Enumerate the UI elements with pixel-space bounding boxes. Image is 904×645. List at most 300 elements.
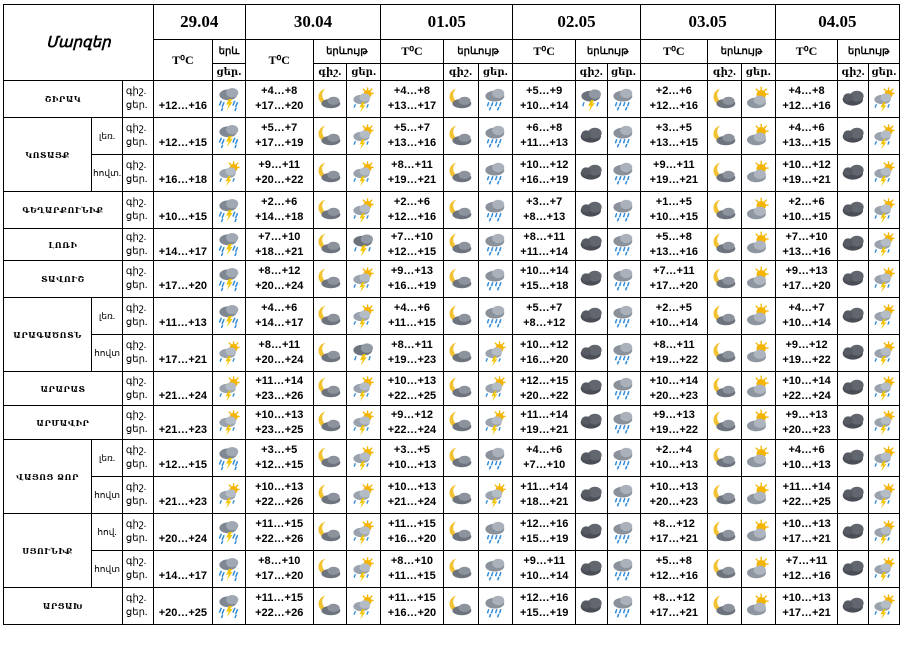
moon-cloud-icon xyxy=(445,409,477,436)
night-temp: +8…+11 xyxy=(391,159,433,171)
dark-cloud-icon xyxy=(577,340,606,367)
night-temp: +7…+11 xyxy=(785,555,828,567)
weather-cell xyxy=(478,372,513,406)
moon-cloud-icon xyxy=(315,231,346,258)
day-temp: +8…+13 xyxy=(523,211,566,223)
dark-cloud-icon xyxy=(839,160,867,187)
moon-cloud-icon xyxy=(445,482,477,509)
day-subheader: ցեր. xyxy=(607,64,640,81)
weather-cell xyxy=(313,440,347,477)
table-row xyxy=(4,335,900,372)
day-temp: +16…+20 xyxy=(387,533,437,545)
temp-header: T⁰C xyxy=(513,40,576,64)
temp-cell xyxy=(513,440,576,477)
weather-cell xyxy=(607,118,640,155)
weather-cell xyxy=(443,406,478,440)
weather-cell xyxy=(838,261,869,298)
day-temp: +16…+19 xyxy=(387,280,437,292)
moon-cloud-icon xyxy=(709,556,740,583)
weather-cell xyxy=(741,155,775,192)
weather-cell xyxy=(838,406,869,440)
period-labels xyxy=(122,551,153,588)
night-temp: +10…+13 xyxy=(387,481,437,493)
day-label: ցեր. xyxy=(125,354,148,365)
day-temp: +12…+16 xyxy=(782,570,831,582)
temp-cell xyxy=(640,229,708,261)
night-temp: +8…+11 xyxy=(523,230,565,243)
moon-cloud-icon xyxy=(315,593,346,620)
dark-cloud-icon xyxy=(839,519,867,546)
weather-cell xyxy=(575,440,607,477)
moon-cloud-icon xyxy=(709,340,740,367)
weather-cell xyxy=(607,372,640,406)
day-temp: +22…+26 xyxy=(255,496,304,508)
sun-storm-icon xyxy=(870,375,898,402)
weather-cell xyxy=(213,229,246,261)
weather-cell xyxy=(443,81,478,118)
moon-cloud-icon xyxy=(709,519,740,546)
sun-storm-icon xyxy=(214,160,244,187)
weather-cell xyxy=(575,118,607,155)
day-label: ցեր. xyxy=(125,533,148,544)
sun-storm-icon xyxy=(870,482,898,509)
weather-cell xyxy=(607,155,640,192)
temp-cell xyxy=(640,155,708,192)
day-temp: +16…+19 xyxy=(520,174,569,186)
night-label: գիշ. xyxy=(125,519,147,530)
phenomenon-header: երևույթ xyxy=(443,40,513,64)
weather-cell xyxy=(741,298,775,335)
night-temp: +8…+12 xyxy=(652,518,695,530)
night-temp: +9…+13 xyxy=(785,408,828,421)
weather-cell xyxy=(478,440,513,477)
weather-cell xyxy=(575,261,607,298)
night-temp: +5…+9 xyxy=(526,85,563,97)
weather-cell xyxy=(708,514,742,551)
rain-cloud-icon xyxy=(609,409,639,436)
sun-cloud-icon xyxy=(743,445,774,472)
sun-storm-icon xyxy=(480,482,512,509)
temp-cell xyxy=(775,261,838,298)
day-temp: +19…+22 xyxy=(649,354,698,366)
weather-cell xyxy=(347,440,381,477)
sun-storm-icon xyxy=(214,409,244,436)
rain-cloud-icon xyxy=(609,340,639,367)
night-subheader: գիշ. xyxy=(838,64,869,81)
temp-cell xyxy=(640,514,708,551)
sun-cloud-icon xyxy=(743,231,774,258)
sun-storm-icon xyxy=(870,303,898,330)
weather-cell xyxy=(347,155,381,192)
sun-cloud-icon xyxy=(743,409,774,436)
night-temp: +10…+13 xyxy=(255,408,304,421)
night-temp: +11…+15 xyxy=(255,518,304,530)
weather-cell xyxy=(313,335,347,372)
temp-cell xyxy=(153,118,212,155)
weather-cell xyxy=(347,192,381,229)
temp-value: +17…+20 xyxy=(158,280,208,292)
dark-cloud-icon xyxy=(839,123,867,150)
temp-cell xyxy=(775,229,838,261)
cloud-storm-icon xyxy=(577,86,606,113)
table-row xyxy=(4,261,900,298)
temp-cell xyxy=(153,155,212,192)
temp-cell xyxy=(513,588,576,625)
day-temp: +13…+15 xyxy=(649,137,698,149)
night-temp: +9…+13 xyxy=(785,265,828,277)
night-temp: +8…+12 xyxy=(258,265,301,277)
day-temp: +17…+21 xyxy=(782,607,831,619)
dark-cloud-icon xyxy=(839,445,867,472)
temp-cell xyxy=(775,406,838,440)
moon-cloud-icon xyxy=(315,303,346,330)
temp-cell xyxy=(153,477,212,514)
moon-cloud-icon xyxy=(709,445,740,472)
weather-cell xyxy=(478,588,513,625)
weather-cell xyxy=(347,406,381,440)
day-temp: +11…+15 xyxy=(388,570,436,582)
day-temp: +14…+18 xyxy=(255,211,304,223)
storm-rain-icon xyxy=(214,303,244,330)
temp-cell xyxy=(513,229,576,261)
rain-cloud-icon xyxy=(609,375,639,402)
date-header-1: 30.04 xyxy=(245,5,380,40)
moon-cloud-icon xyxy=(315,519,346,546)
temp-cell xyxy=(640,477,708,514)
weather-cell xyxy=(869,229,900,261)
table-row xyxy=(4,588,900,625)
temp-cell xyxy=(153,514,212,551)
night-temp: +10…+12 xyxy=(520,339,569,351)
night-temp: +2…+6 xyxy=(261,196,298,208)
table-row xyxy=(4,229,900,261)
weather-cell xyxy=(347,514,381,551)
rain-cloud-icon xyxy=(609,303,639,330)
night-temp: +8…+11 xyxy=(391,339,433,351)
night-label: գիշ. xyxy=(125,86,147,97)
sun-storm-icon xyxy=(348,482,379,509)
weather-cell xyxy=(213,477,246,514)
weather-cell xyxy=(478,229,513,261)
weather-cell xyxy=(869,298,900,335)
sun-storm-icon xyxy=(214,482,244,509)
dark-cloud-icon xyxy=(839,409,867,436)
night-label: գիշ. xyxy=(125,160,147,171)
weather-cell xyxy=(741,81,775,118)
weather-cell xyxy=(838,335,869,372)
temp-cell xyxy=(513,298,576,335)
weather-cell xyxy=(443,298,478,335)
temp-cell xyxy=(775,81,838,118)
day-temp: +14…+17 xyxy=(255,317,304,329)
moon-cloud-icon xyxy=(445,197,477,224)
sun-cloud-icon xyxy=(743,593,774,620)
night-temp: +9…+13 xyxy=(390,265,434,277)
day-temp: +10…+14 xyxy=(782,317,831,329)
weather-cell xyxy=(347,588,381,625)
night-subheader: գիշ. xyxy=(708,64,742,81)
cloud-storm-icon xyxy=(348,340,379,367)
temp-cell xyxy=(245,406,313,440)
rain-cloud-icon xyxy=(609,593,639,620)
weather-cell xyxy=(313,588,347,625)
temp-cell xyxy=(381,298,444,335)
night-temp: +10…+13 xyxy=(782,518,831,530)
temp-header: T⁰C xyxy=(640,40,708,64)
weather-cell xyxy=(708,229,742,261)
temp-cell xyxy=(153,81,212,118)
night-temp: +5…+7 xyxy=(393,122,430,134)
night-temp: +4…+6 xyxy=(261,302,298,314)
night-temp: +8…+11 xyxy=(258,339,301,351)
rain-cloud-icon xyxy=(609,86,639,113)
table-row xyxy=(4,192,900,229)
day-temp: +10…+13 xyxy=(782,459,831,471)
sun-cloud-icon xyxy=(743,556,774,583)
day-label: ցեր. xyxy=(125,280,148,291)
night-temp: +4…+8 xyxy=(788,85,825,97)
weather-cell xyxy=(708,335,742,372)
night-temp: +4…+6 xyxy=(788,444,825,456)
dark-cloud-icon xyxy=(839,375,867,402)
moon-cloud-icon xyxy=(709,482,740,509)
period-labels xyxy=(122,372,153,406)
dark-cloud-icon xyxy=(577,519,606,546)
weather-cell xyxy=(607,406,640,440)
day-temp: +7…+10 xyxy=(523,459,566,471)
sun-storm-icon xyxy=(348,409,379,436)
weather-cell xyxy=(213,406,246,440)
sun-storm-icon xyxy=(870,86,898,113)
day-label: ցեր. xyxy=(125,459,148,470)
rain-cloud-icon xyxy=(609,445,639,472)
night-temp: +9…+13 xyxy=(652,408,695,421)
storm-rain-icon xyxy=(214,197,244,224)
night-temp: +9…+11 xyxy=(258,159,301,171)
rain-cloud-icon xyxy=(609,482,639,509)
night-temp: +5…+7 xyxy=(526,302,563,314)
table-row xyxy=(4,372,900,406)
dark-cloud-icon xyxy=(839,197,867,224)
night-temp: +2…+6 xyxy=(393,196,430,208)
weather-cell xyxy=(575,514,607,551)
day-temp: +19…+22 xyxy=(649,423,698,436)
day-temp: +22…+24 xyxy=(782,389,831,402)
weather-cell xyxy=(838,298,869,335)
dark-cloud-icon xyxy=(839,303,867,330)
temp-cell xyxy=(513,118,576,155)
temp-cell xyxy=(775,588,838,625)
period-labels xyxy=(122,477,153,514)
weather-cell xyxy=(575,477,607,514)
night-temp: +4…+6 xyxy=(526,444,563,456)
region-name: ԱՐԱՐԱՏ xyxy=(4,372,123,406)
weather-cell xyxy=(575,551,607,588)
temp-cell xyxy=(775,551,838,588)
day-temp: +20…+22 xyxy=(520,389,569,402)
night-label: գիշ. xyxy=(125,593,147,604)
zone-label: լեռ. xyxy=(92,440,123,477)
sun-storm-icon xyxy=(870,160,898,187)
night-temp: +10…+14 xyxy=(520,265,569,277)
temp-cell xyxy=(245,335,313,372)
weather-cell xyxy=(869,155,900,192)
night-temp: +7…+10 xyxy=(390,230,434,243)
temp-header: T⁰C xyxy=(381,40,444,64)
weather-cell xyxy=(708,477,742,514)
rain-cloud-icon xyxy=(480,519,512,546)
weather-cell xyxy=(607,588,640,625)
moon-cloud-icon xyxy=(709,197,740,224)
day-temp: +17…+21 xyxy=(649,607,698,619)
temp-cell xyxy=(245,261,313,298)
night-label: գիշ. xyxy=(125,303,147,314)
weather-cell xyxy=(607,551,640,588)
night-temp: +12…+15 xyxy=(520,374,569,387)
night-temp: +10…+13 xyxy=(649,481,698,493)
night-temp: +9…+11 xyxy=(653,159,695,171)
sun-storm-icon xyxy=(870,266,898,293)
weather-cell xyxy=(838,440,869,477)
temp-cell xyxy=(153,261,212,298)
temp-header: T⁰C xyxy=(153,40,212,81)
rain-cloud-icon xyxy=(609,266,639,293)
temp-cell xyxy=(245,298,313,335)
sun-storm-icon xyxy=(870,556,898,583)
day-temp: +20…+23 xyxy=(649,496,698,508)
night-label: գիշ. xyxy=(125,197,147,208)
weather-cell xyxy=(347,372,381,406)
date-header-2: 01.05 xyxy=(381,5,513,40)
table-row xyxy=(4,440,900,477)
moon-cloud-icon xyxy=(709,409,740,436)
sun-cloud-icon xyxy=(743,160,774,187)
weather-cell xyxy=(213,372,246,406)
night-label: գիշ. xyxy=(125,340,147,351)
weather-cell xyxy=(838,477,869,514)
weather-cell xyxy=(708,551,742,588)
rain-cloud-icon xyxy=(609,556,639,583)
sun-storm-icon xyxy=(870,445,898,472)
day-temp: +23…+26 xyxy=(255,389,304,402)
weather-cell xyxy=(838,588,869,625)
weather-cell xyxy=(213,81,246,118)
day-temp: +12…+16 xyxy=(649,100,698,112)
night-temp: +10…+14 xyxy=(649,374,698,387)
temp-cell xyxy=(381,477,444,514)
night-temp: +7…+11 xyxy=(653,265,695,277)
weather-cell xyxy=(838,81,869,118)
weather-cell xyxy=(838,192,869,229)
weather-cell xyxy=(575,335,607,372)
weather-cell xyxy=(838,155,869,192)
weather-cell xyxy=(869,81,900,118)
night-temp: +8…+10 xyxy=(258,555,301,567)
moon-cloud-icon xyxy=(709,86,740,113)
sun-storm-icon xyxy=(348,375,379,402)
night-label: գիշ. xyxy=(125,123,147,134)
day-temp: +12…+16 xyxy=(387,211,437,223)
rain-cloud-icon xyxy=(609,123,639,150)
day-label: ցեր. xyxy=(125,423,148,435)
temp-value: +14…+17 xyxy=(158,570,208,582)
weather-cell xyxy=(213,514,246,551)
weather-cell xyxy=(741,551,775,588)
moon-cloud-icon xyxy=(445,375,477,402)
night-temp: +9…+11 xyxy=(523,555,565,567)
date-header-3: 02.05 xyxy=(513,5,640,40)
day-temp: +17…+19 xyxy=(255,137,304,149)
weather-cell xyxy=(708,192,742,229)
night-temp: +11…+15 xyxy=(388,592,436,604)
temp-cell xyxy=(153,440,212,477)
day-temp: +20…+22 xyxy=(255,174,304,186)
weather-cell xyxy=(347,335,381,372)
night-temp: +2…+6 xyxy=(655,85,692,97)
temp-cell xyxy=(153,372,212,406)
sun-storm-icon xyxy=(870,409,898,436)
sun-cloud-icon xyxy=(743,375,774,402)
weather-cell xyxy=(313,514,347,551)
temp-cell xyxy=(245,372,313,406)
phenomenon-header: երև xyxy=(213,40,246,64)
weather-cell xyxy=(443,261,478,298)
temp-cell xyxy=(640,588,708,625)
weather-cell xyxy=(313,192,347,229)
rain-cloud-icon xyxy=(480,86,512,113)
temp-cell xyxy=(381,155,444,192)
storm-rain-icon xyxy=(214,519,244,546)
moon-cloud-icon xyxy=(445,445,477,472)
day-temp: +10…+14 xyxy=(649,317,698,329)
day-temp: +19…+23 xyxy=(387,354,437,366)
weather-cell xyxy=(213,335,246,372)
temp-cell xyxy=(775,477,838,514)
weather-cell xyxy=(313,477,347,514)
day-temp: +17…+20 xyxy=(255,570,304,582)
zone-label: հովտ xyxy=(92,551,123,588)
dark-cloud-icon xyxy=(839,266,867,293)
day-temp: +16…+20 xyxy=(387,607,437,619)
day-temp: +17…+20 xyxy=(782,280,831,292)
dark-cloud-icon xyxy=(577,556,606,583)
temp-cell xyxy=(381,81,444,118)
day-temp: +12…+16 xyxy=(649,570,698,582)
weather-cell xyxy=(838,229,869,261)
sun-storm-icon xyxy=(870,593,898,620)
temp-cell xyxy=(245,440,313,477)
night-temp: +4…+8 xyxy=(261,85,298,97)
day-temp: +20…+24 xyxy=(255,354,304,366)
weather-cell xyxy=(741,406,775,440)
day-temp: +10…+15 xyxy=(782,211,831,223)
weather-cell xyxy=(741,229,775,261)
weather-cell xyxy=(869,406,900,440)
night-temp: +11…+14 xyxy=(520,481,569,493)
weather-cell xyxy=(213,440,246,477)
night-temp: +3…+5 xyxy=(655,122,692,134)
day-subheader: ցեր. xyxy=(869,64,900,81)
weather-cell xyxy=(478,118,513,155)
weather-cell xyxy=(478,155,513,192)
temp-cell xyxy=(640,335,708,372)
temp-cell xyxy=(513,477,576,514)
moon-cloud-icon xyxy=(445,266,477,293)
day-label: ցեր. xyxy=(125,100,148,111)
temp-value: +21…+23 xyxy=(158,423,208,436)
day-temp: +19…+21 xyxy=(782,174,831,186)
temp-cell xyxy=(513,406,576,440)
